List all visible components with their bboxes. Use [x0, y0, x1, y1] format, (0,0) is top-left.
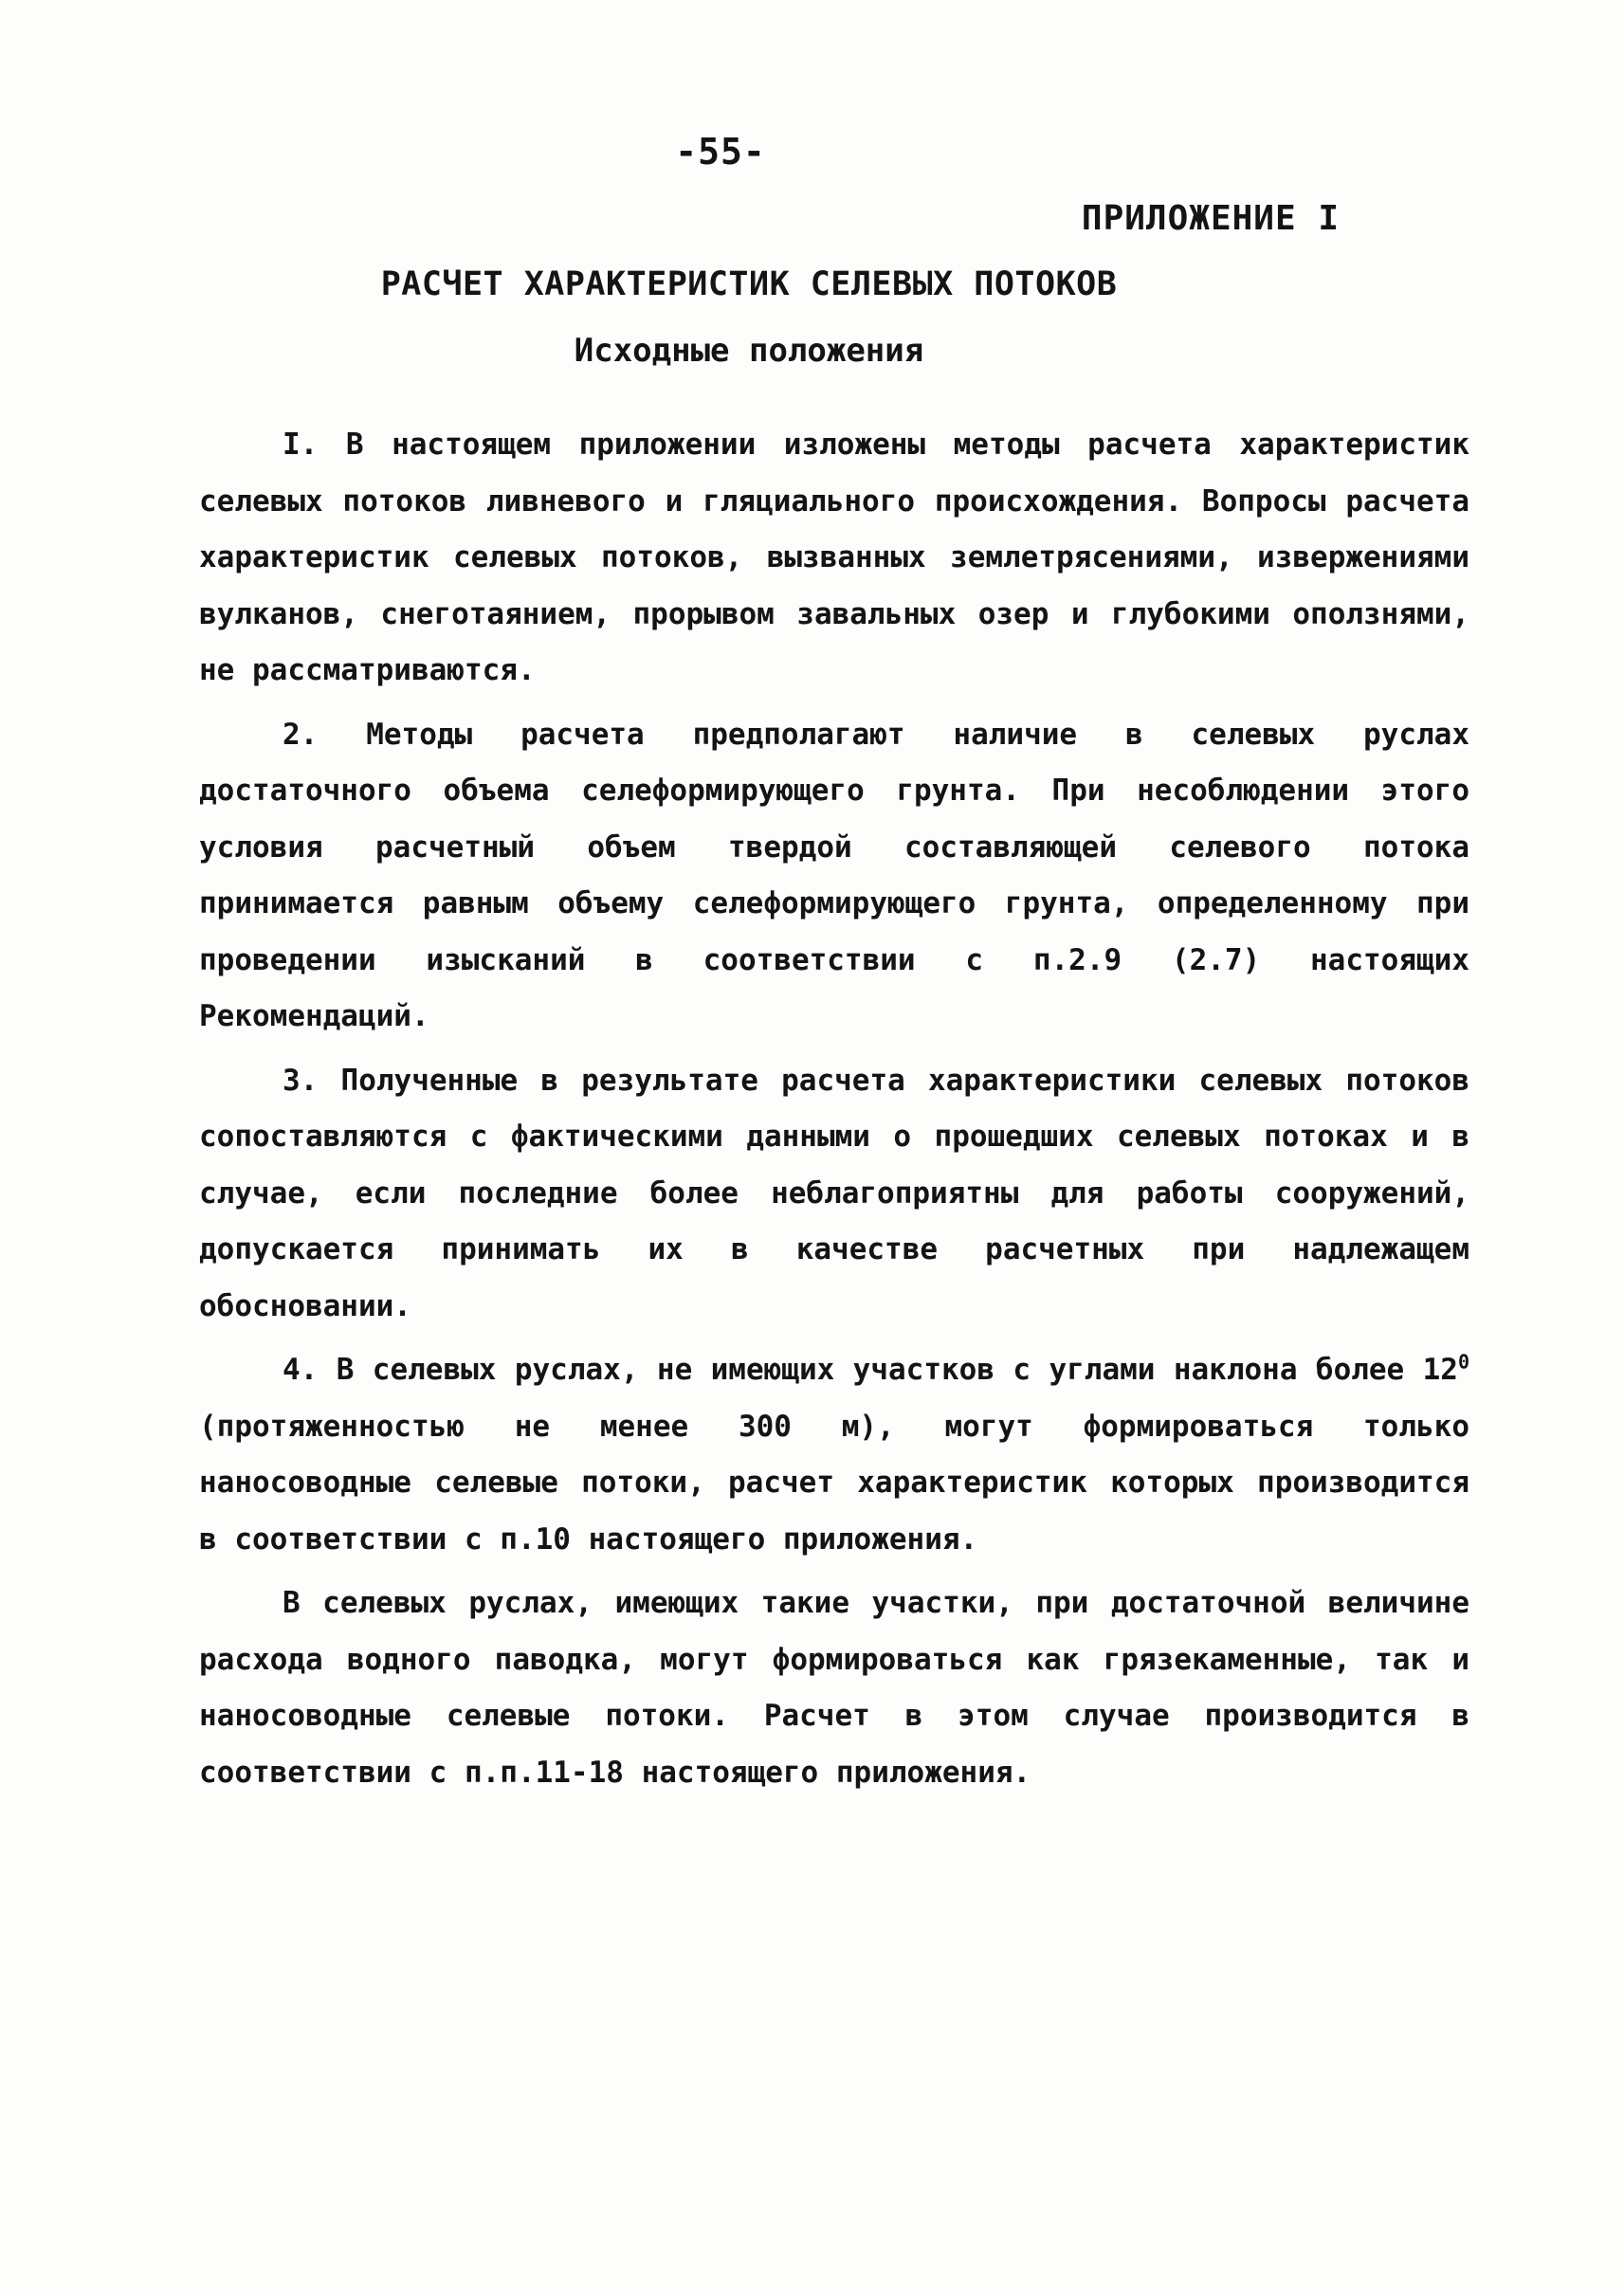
section-title: Исходные положения	[574, 332, 924, 370]
page-number: -55-	[675, 131, 766, 173]
paragraph-4	[199, 1342, 1469, 1568]
paragraph-4-text-before: 4. В селевых руслах, не имеющих участков с углами наклона более 12	[283, 1353, 1458, 1387]
paragraph-2: 2. Методы расчета предполагают наличие в селевых руслах достаточного объема селеформирующего грунта. При несоблюдении этого условия расчетный объем твердой составляющей селевого потока принимается равным объему селеформирующего грунта, определенному при проведении изысканий в соответствии с п.2.9 (2.7) настоящих Рекомендаций.	[199, 717, 1469, 1033]
paragraph-4-text-after: (протяженностью не менее 300 м), могут формироваться только наносоводные селевые потоки, расчет характеристик которых производится в соответствии с п.10 настоящего приложения.	[199, 1409, 1469, 1557]
paragraph-3: 3. Полученные в результате расчета характеристики селевых потоков сопоставляются с фактическими данными о прошедших селевых потоках и в случае, если последние более неблагоприятны для работы сооружений, допускается принимать их в качестве расчетных при надлежащем обосновании.	[199, 1063, 1469, 1323]
paragraph-5: В селевых руслах, имеющих такие участки, при достаточной величине расхода водного паводка, могут формироваться как грязекаменные, так и наносоводные селевые потоки. Расчет в этом случае производится в соответствии с п.п.11-18 настоящего приложения.	[199, 1586, 1469, 1790]
appendix-label: ПРИЛОЖЕНИЕ I	[1081, 199, 1340, 238]
body-text	[199, 417, 1469, 1801]
document-title: РАСЧЕТ ХАРАКТЕРИСТИК СЕЛЕВЫХ ПОТОКОВ	[380, 265, 1118, 303]
degree-superscript: 0	[1457, 1350, 1469, 1374]
paragraph-1: I. В настоящем приложении изложены методы расчета характеристик селевых потоков ливневого и гляциального происхождения. Вопросы расчета характеристик селевых потоков, вызванных землетрясениями, извержениями вулканов, снеготаянием, прорывом завальных озер и глубокими оползнями, не рассматриваются.	[199, 428, 1469, 687]
